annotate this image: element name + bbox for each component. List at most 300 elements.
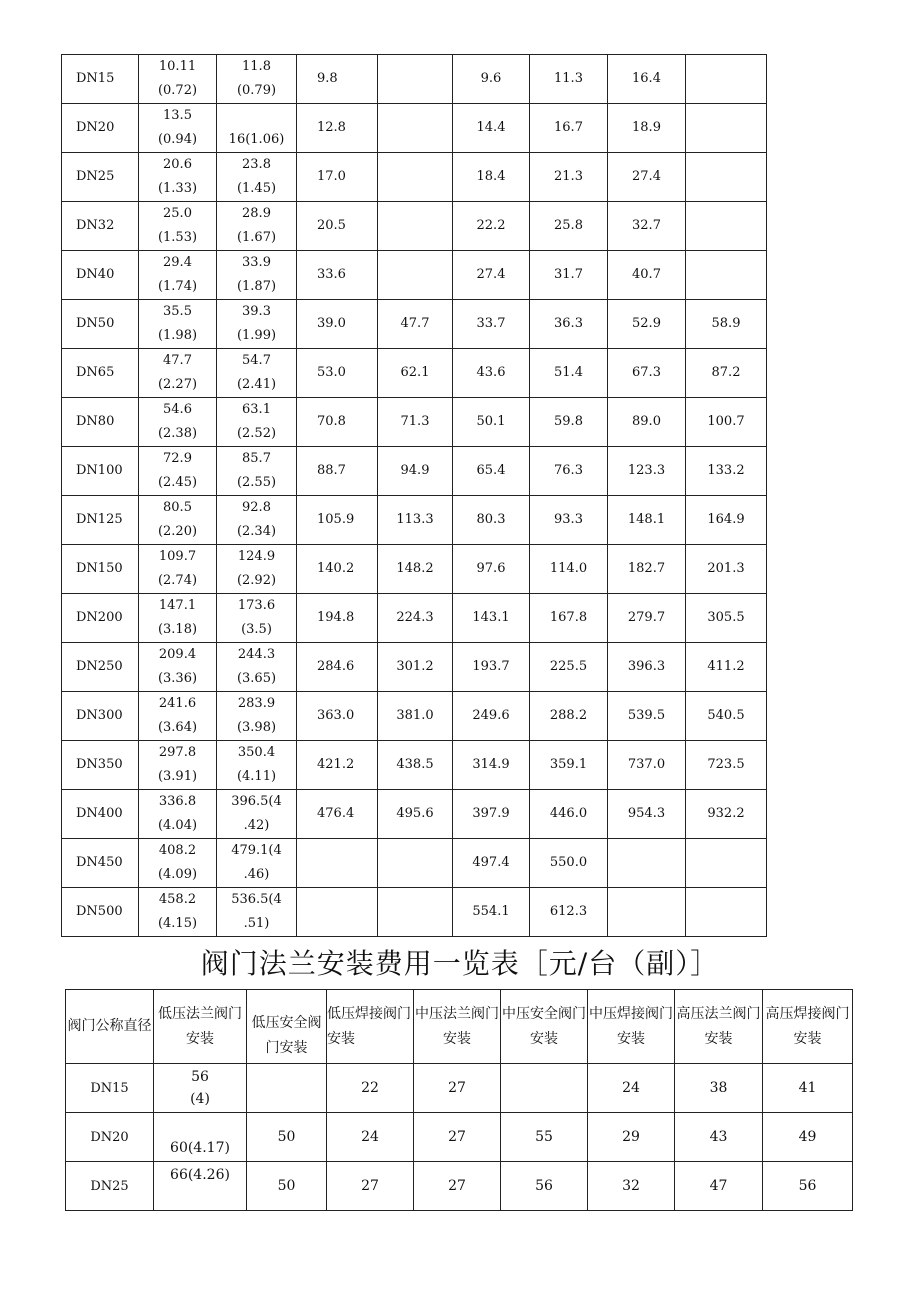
size-cell: DN125 <box>62 496 139 545</box>
value-cell <box>378 251 453 300</box>
size-cell: DN25 <box>66 1162 154 1211</box>
value-cell <box>139 839 217 888</box>
value-cell: 14.4 <box>453 104 530 153</box>
value-cell: 43.6 <box>453 349 530 398</box>
value-cell: 51.4 <box>530 349 608 398</box>
value-cell: 47.7 <box>378 300 453 349</box>
value-cell: 97.6 <box>453 545 530 594</box>
value-line: 85.7 <box>242 451 271 466</box>
value-cell: 446.0 <box>530 790 608 839</box>
weight-line: (2.38) <box>157 426 198 441</box>
weight-line: (2.74) <box>157 573 198 588</box>
value-cell <box>139 153 217 202</box>
value-line: 28.9 <box>242 206 271 221</box>
value-line: 458.2 <box>158 892 197 907</box>
value-line: 56 <box>191 1069 209 1085</box>
value-line: 11.8 <box>242 59 271 74</box>
value-cell <box>217 153 297 202</box>
value-cell: 495.6 <box>378 790 453 839</box>
table-row <box>66 1113 853 1162</box>
value-cell: 100.7 <box>686 398 767 447</box>
value-cell <box>217 790 297 839</box>
value-cell: 16.4 <box>608 55 686 104</box>
weight-line: (0.94) <box>157 132 198 147</box>
value-cell: 24 <box>327 1113 414 1162</box>
weight-line: (2.20) <box>157 524 198 539</box>
value-cell: 56 <box>763 1162 853 1211</box>
value-cell: 397.9 <box>453 790 530 839</box>
value-cell: 87.2 <box>686 349 767 398</box>
value-line: 60(4.17) <box>170 1140 230 1156</box>
column-header: 中压焊接阀门安装 <box>588 990 675 1064</box>
weight-line: (1.67) <box>236 230 277 245</box>
value-line: 297.8 <box>158 745 197 760</box>
value-cell: 105.9 <box>297 496 378 545</box>
value-cell: 114.0 <box>530 545 608 594</box>
value-cell <box>217 251 297 300</box>
value-cell <box>217 398 297 447</box>
value-cell <box>139 692 217 741</box>
value-line: 66(4.26) <box>170 1167 230 1183</box>
value-cell: 9.8 <box>297 55 378 104</box>
size-cell: DN500 <box>62 888 139 937</box>
value-cell <box>686 55 767 104</box>
value-line: 33.9 <box>242 255 271 270</box>
table-row <box>62 55 767 104</box>
value-line: (4) <box>190 1091 210 1107</box>
value-cell: 49 <box>763 1113 853 1162</box>
value-cell <box>139 888 217 937</box>
value-line: 39.3 <box>242 304 271 319</box>
value-line <box>217 104 296 128</box>
value-cell <box>139 104 217 153</box>
value-cell: 113.3 <box>378 496 453 545</box>
value-cell <box>297 888 378 937</box>
value-cell: 143.1 <box>453 594 530 643</box>
value-cell: 16.7 <box>530 104 608 153</box>
table-row <box>62 643 767 692</box>
table-row <box>62 594 767 643</box>
value-cell: 17.0 <box>297 153 378 202</box>
value-cell: 94.9 <box>378 447 453 496</box>
value-cell <box>378 104 453 153</box>
value-cell <box>217 104 297 153</box>
value-line: 63.1 <box>242 402 271 417</box>
table-row <box>62 202 767 251</box>
value-cell: 20.5 <box>297 202 378 251</box>
table-row <box>62 496 767 545</box>
value-cell: 39.0 <box>297 300 378 349</box>
value-cell: 40.7 <box>608 251 686 300</box>
size-cell: DN32 <box>62 202 139 251</box>
weight-line: .46) <box>243 867 270 882</box>
value-line: 23.8 <box>242 157 271 172</box>
weight-line: (3.98) <box>236 720 277 735</box>
value-line: 35.5 <box>163 304 192 319</box>
value-cell <box>139 741 217 790</box>
value-cell: 52.9 <box>608 300 686 349</box>
value-cell <box>217 545 297 594</box>
value-line: 47.7 <box>163 353 192 368</box>
value-cell: 225.5 <box>530 643 608 692</box>
value-cell: 182.7 <box>608 545 686 594</box>
weight-line: (4.09) <box>157 867 198 882</box>
weight-line: (3.64) <box>157 720 198 735</box>
value-cell <box>247 1064 327 1113</box>
value-cell <box>139 447 217 496</box>
valve-price-table-top <box>61 54 767 937</box>
weight-line: (2.92) <box>236 573 277 588</box>
value-cell <box>217 496 297 545</box>
value-cell: 539.5 <box>608 692 686 741</box>
value-line: 109.7 <box>158 549 197 564</box>
value-cell: 932.2 <box>686 790 767 839</box>
value-cell: 56 <box>501 1162 588 1211</box>
value-cell: 167.8 <box>530 594 608 643</box>
size-cell: DN450 <box>62 839 139 888</box>
value-line: 54.7 <box>242 353 271 368</box>
weight-line: (1.45) <box>236 181 277 196</box>
value-cell <box>217 594 297 643</box>
value-line: 80.5 <box>163 500 192 515</box>
value-cell <box>139 398 217 447</box>
table-title: 阀门法兰安装费用一览表［元/台（副）］ <box>200 947 720 980</box>
value-cell: 71.3 <box>378 398 453 447</box>
value-cell <box>217 300 297 349</box>
value-cell: 89.0 <box>608 398 686 447</box>
weight-line: (4.15) <box>157 916 198 931</box>
value-cell <box>154 1113 247 1162</box>
size-cell: DN80 <box>62 398 139 447</box>
value-cell: 438.5 <box>378 741 453 790</box>
value-line: 336.8 <box>158 794 197 809</box>
weight-line: (2.34) <box>236 524 277 539</box>
weight-line: (3.65) <box>236 671 277 686</box>
value-cell: 18.9 <box>608 104 686 153</box>
table-row <box>62 839 767 888</box>
weight-line: (2.55) <box>236 475 277 490</box>
value-cell: 50 <box>247 1162 327 1211</box>
size-cell: DN50 <box>62 300 139 349</box>
value-cell: 550.0 <box>530 839 608 888</box>
size-cell: DN150 <box>62 545 139 594</box>
value-cell: 540.5 <box>686 692 767 741</box>
value-cell: 612.3 <box>530 888 608 937</box>
value-cell <box>139 202 217 251</box>
table-row <box>62 545 767 594</box>
value-cell: 224.3 <box>378 594 453 643</box>
column-header: 低压法兰阀门安装 <box>154 990 247 1064</box>
value-cell: 50 <box>247 1113 327 1162</box>
value-cell <box>217 692 297 741</box>
value-cell: 723.5 <box>686 741 767 790</box>
value-cell <box>217 888 297 937</box>
value-cell: 148.1 <box>608 496 686 545</box>
value-line: 10.11 <box>158 59 197 74</box>
value-cell: 33.7 <box>453 300 530 349</box>
value-cell: 25.8 <box>530 202 608 251</box>
value-cell <box>139 496 217 545</box>
table-header-row <box>66 990 853 1064</box>
column-header: 中压法兰阀门安装 <box>414 990 501 1064</box>
size-cell: DN65 <box>62 349 139 398</box>
value-cell: 476.4 <box>297 790 378 839</box>
weight-line: (1.33) <box>157 181 198 196</box>
value-line: 29.4 <box>163 255 192 270</box>
column-header: 低压焊接阀门安装 <box>327 990 414 1064</box>
value-cell: 32 <box>588 1162 675 1211</box>
value-cell <box>139 251 217 300</box>
weight-line: 16(1.06) <box>228 132 285 147</box>
weight-line: (2.41) <box>236 377 277 392</box>
value-cell: 554.1 <box>453 888 530 937</box>
value-cell <box>154 1162 247 1211</box>
value-cell <box>217 447 297 496</box>
value-cell: 47 <box>675 1162 763 1211</box>
table-row <box>62 790 767 839</box>
weight-line: (3.5) <box>241 622 272 637</box>
value-line: 209.4 <box>158 647 197 662</box>
value-cell: 954.3 <box>608 790 686 839</box>
value-cell: 27 <box>327 1162 414 1211</box>
table-row <box>62 741 767 790</box>
value-line <box>154 1186 246 1208</box>
size-cell: DN250 <box>62 643 139 692</box>
value-cell <box>139 790 217 839</box>
value-cell <box>686 104 767 153</box>
value-cell <box>154 1064 247 1113</box>
value-cell: 55 <box>501 1113 588 1162</box>
value-cell: 288.2 <box>530 692 608 741</box>
value-cell: 11.3 <box>530 55 608 104</box>
table-row <box>62 398 767 447</box>
valve-install-fee-table <box>65 989 853 1211</box>
value-cell <box>139 349 217 398</box>
value-cell: 148.2 <box>378 545 453 594</box>
value-cell: 12.8 <box>297 104 378 153</box>
value-cell: 88.7 <box>297 447 378 496</box>
value-cell: 396.3 <box>608 643 686 692</box>
table-row <box>62 300 767 349</box>
table-row <box>62 888 767 937</box>
value-line: 147.1 <box>158 598 197 613</box>
value-line: 92.8 <box>242 500 271 515</box>
value-line: 479.1(4 <box>231 843 282 858</box>
value-line: 20.6 <box>163 157 192 172</box>
size-cell: DN20 <box>66 1113 154 1162</box>
value-cell <box>378 153 453 202</box>
weight-line: (1.87) <box>236 279 277 294</box>
value-cell: 279.7 <box>608 594 686 643</box>
value-cell <box>139 643 217 692</box>
value-cell <box>139 300 217 349</box>
value-cell: 140.2 <box>297 545 378 594</box>
value-cell <box>378 839 453 888</box>
value-cell: 32.7 <box>608 202 686 251</box>
weight-line: (2.45) <box>157 475 198 490</box>
table-row <box>62 692 767 741</box>
value-cell: 70.8 <box>297 398 378 447</box>
value-cell: 58.9 <box>686 300 767 349</box>
value-cell: 50.1 <box>453 398 530 447</box>
value-cell: 737.0 <box>608 741 686 790</box>
size-cell: DN100 <box>62 447 139 496</box>
size-cell: DN40 <box>62 251 139 300</box>
value-cell <box>217 643 297 692</box>
value-cell <box>686 839 767 888</box>
value-cell: 27.4 <box>453 251 530 300</box>
value-cell: 76.3 <box>530 447 608 496</box>
weight-line: (1.99) <box>236 328 277 343</box>
weight-line: (2.52) <box>236 426 277 441</box>
value-cell: 65.4 <box>453 447 530 496</box>
value-cell: 21.3 <box>530 153 608 202</box>
value-line: 283.9 <box>237 696 276 711</box>
column-header: 中压安全阀门安装 <box>501 990 588 1064</box>
column-header: 高压法兰阀门安装 <box>675 990 763 1064</box>
value-line <box>154 1115 246 1137</box>
value-cell <box>608 888 686 937</box>
table-row <box>62 153 767 202</box>
weight-line: (0.72) <box>157 83 198 98</box>
value-cell: 27 <box>414 1064 501 1113</box>
value-line: 536.5(4 <box>231 892 282 907</box>
size-cell: DN15 <box>62 55 139 104</box>
value-cell <box>139 545 217 594</box>
value-cell <box>217 349 297 398</box>
value-cell <box>139 55 217 104</box>
value-cell: 18.4 <box>453 153 530 202</box>
value-cell: 53.0 <box>297 349 378 398</box>
value-cell <box>501 1064 588 1113</box>
value-cell: 59.8 <box>530 398 608 447</box>
value-line: 244.3 <box>237 647 276 662</box>
weight-line: (0.79) <box>236 83 277 98</box>
value-cell <box>139 594 217 643</box>
value-cell: 314.9 <box>453 741 530 790</box>
value-cell: 93.3 <box>530 496 608 545</box>
weight-line: .51) <box>243 916 270 931</box>
value-cell: 27 <box>414 1162 501 1211</box>
value-cell: 193.7 <box>453 643 530 692</box>
table-row <box>66 1064 853 1113</box>
table-row <box>66 1162 853 1211</box>
size-cell: DN200 <box>62 594 139 643</box>
value-cell: 22.2 <box>453 202 530 251</box>
weight-line: (4.11) <box>236 769 277 784</box>
value-cell: 62.1 <box>378 349 453 398</box>
value-line: 124.9 <box>237 549 276 564</box>
weight-line: (3.18) <box>157 622 198 637</box>
value-cell <box>297 839 378 888</box>
value-cell: 38 <box>675 1064 763 1113</box>
value-cell <box>217 202 297 251</box>
value-cell: 305.5 <box>686 594 767 643</box>
column-header: 低压安全阀门安装 <box>247 990 327 1064</box>
size-cell: DN400 <box>62 790 139 839</box>
value-line: 350.4 <box>237 745 276 760</box>
weight-line: (1.98) <box>157 328 198 343</box>
size-cell: DN20 <box>62 104 139 153</box>
value-cell: 194.8 <box>297 594 378 643</box>
value-cell <box>217 839 297 888</box>
weight-line: (4.04) <box>157 818 198 833</box>
value-cell: 27 <box>414 1113 501 1162</box>
column-header: 阀门公称直径 <box>66 990 154 1064</box>
value-line: 25.0 <box>163 206 192 221</box>
value-cell: 9.6 <box>453 55 530 104</box>
table-row <box>62 349 767 398</box>
weight-line: (3.36) <box>157 671 198 686</box>
size-cell: DN350 <box>62 741 139 790</box>
value-cell: 497.4 <box>453 839 530 888</box>
value-line: 396.5(4 <box>231 794 282 809</box>
value-line: 72.9 <box>163 451 192 466</box>
value-cell <box>608 839 686 888</box>
value-cell <box>686 251 767 300</box>
value-cell: 359.1 <box>530 741 608 790</box>
value-cell: 80.3 <box>453 496 530 545</box>
value-cell: 36.3 <box>530 300 608 349</box>
value-cell: 33.6 <box>297 251 378 300</box>
value-cell: 31.7 <box>530 251 608 300</box>
value-cell <box>378 888 453 937</box>
value-cell <box>217 741 297 790</box>
value-cell: 164.9 <box>686 496 767 545</box>
value-cell: 363.0 <box>297 692 378 741</box>
value-cell: 22 <box>327 1064 414 1113</box>
value-cell <box>217 55 297 104</box>
value-cell <box>686 153 767 202</box>
value-line: 173.6 <box>237 598 276 613</box>
value-cell: 381.0 <box>378 692 453 741</box>
value-cell: 43 <box>675 1113 763 1162</box>
value-cell <box>378 202 453 251</box>
value-line: 408.2 <box>158 843 197 858</box>
value-cell: 41 <box>763 1064 853 1113</box>
value-line: 241.6 <box>158 696 197 711</box>
value-cell: 284.6 <box>297 643 378 692</box>
value-line: 54.6 <box>163 402 192 417</box>
value-cell <box>686 888 767 937</box>
column-header: 高压焊接阀门安装 <box>763 990 853 1064</box>
value-cell: 411.2 <box>686 643 767 692</box>
value-cell: 24 <box>588 1064 675 1113</box>
value-cell: 27.4 <box>608 153 686 202</box>
value-cell: 133.2 <box>686 447 767 496</box>
size-cell: DN300 <box>62 692 139 741</box>
value-cell: 201.3 <box>686 545 767 594</box>
value-cell <box>378 55 453 104</box>
table-row <box>62 447 767 496</box>
value-cell <box>686 202 767 251</box>
value-cell: 67.3 <box>608 349 686 398</box>
value-line: 13.5 <box>163 108 192 123</box>
table-row <box>62 104 767 153</box>
size-cell: DN25 <box>62 153 139 202</box>
value-cell: 421.2 <box>297 741 378 790</box>
weight-line: (1.53) <box>157 230 198 245</box>
size-cell: DN15 <box>66 1064 154 1113</box>
weight-line: (2.27) <box>157 377 198 392</box>
weight-line: (3.91) <box>157 769 198 784</box>
value-cell: 301.2 <box>378 643 453 692</box>
weight-line: (1.74) <box>157 279 198 294</box>
value-cell: 123.3 <box>608 447 686 496</box>
value-cell: 29 <box>588 1113 675 1162</box>
value-cell: 249.6 <box>453 692 530 741</box>
weight-line: .42) <box>243 818 270 833</box>
